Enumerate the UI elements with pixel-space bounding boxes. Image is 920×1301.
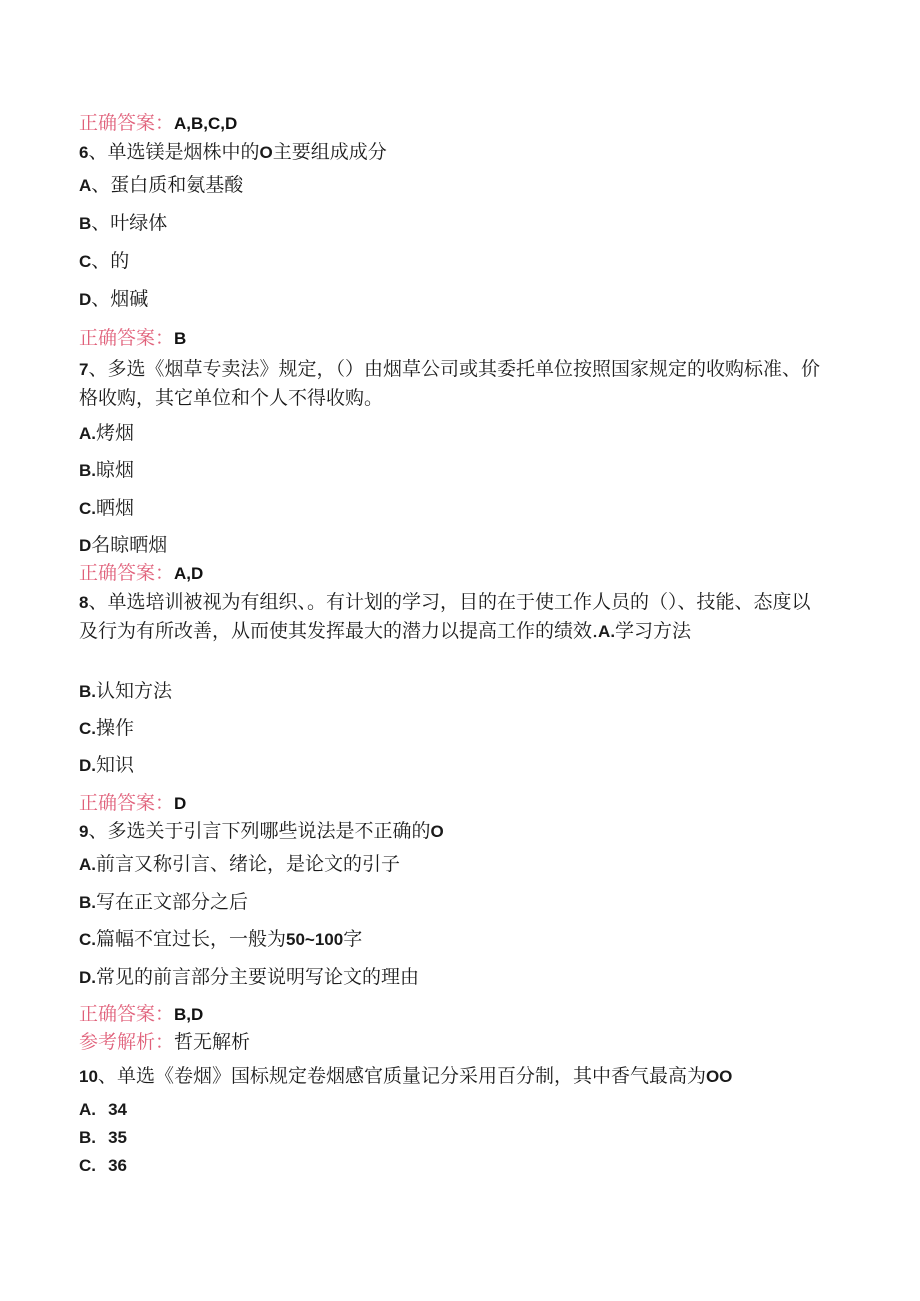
q6-option-d bbox=[79, 288, 148, 311]
option-text: 35 bbox=[108, 1128, 128, 1147]
q6-answer bbox=[79, 327, 186, 350]
option-key: D. bbox=[79, 968, 96, 987]
option-text: 知识 bbox=[96, 754, 135, 776]
option-key: A. bbox=[598, 622, 616, 641]
answer-value: D bbox=[174, 794, 187, 813]
option-key: C. bbox=[79, 499, 96, 518]
q7-stem bbox=[79, 355, 829, 413]
question-blank: OO bbox=[705, 1067, 733, 1086]
option-key: C. bbox=[79, 719, 96, 738]
question-text-end: 主要组成成分 bbox=[272, 141, 387, 163]
question-text: 单选镁是烟株中的 bbox=[107, 141, 260, 163]
q8-option-d bbox=[79, 754, 134, 777]
q9-option-d bbox=[79, 966, 419, 989]
question-blank: O bbox=[259, 143, 273, 162]
answer-value: B bbox=[174, 329, 187, 348]
option-key: D bbox=[79, 536, 92, 555]
option-key: A bbox=[79, 176, 92, 195]
option-text: 34 bbox=[108, 1100, 128, 1119]
q7-answer bbox=[79, 562, 203, 585]
q10-option-a bbox=[79, 1098, 127, 1121]
option-text-end: 字 bbox=[343, 928, 363, 950]
q7-option-b bbox=[79, 459, 134, 482]
q10-option-c bbox=[79, 1154, 127, 1177]
option-key: B. bbox=[79, 1128, 96, 1147]
q9-option-a bbox=[79, 853, 400, 876]
answer-label: 正确答案： bbox=[79, 562, 175, 584]
option-key: C. bbox=[79, 1156, 96, 1175]
option-key: A. bbox=[79, 1100, 96, 1119]
question-text: 多选《烟草专卖法》规定，（）由烟草公司或其委托单位按照国家规定的收购标准、价格收购，其它单位和个人不得收购。 bbox=[79, 358, 820, 409]
option-text: 常见的前言部分主要说明写论文的理由 bbox=[96, 966, 420, 988]
option-key: B bbox=[79, 214, 92, 233]
question-text: 多选关于引言下列哪些说法是不正确的 bbox=[107, 820, 431, 842]
option-key: D bbox=[79, 290, 92, 309]
option-sep: 、 bbox=[91, 288, 111, 310]
option-text: 叶绿体 bbox=[110, 212, 168, 234]
option-key: C bbox=[79, 252, 92, 271]
question-number: 6 bbox=[79, 143, 89, 162]
option-key: A. bbox=[79, 424, 96, 443]
answer-label: 正确答案： bbox=[79, 112, 175, 134]
option-text: 烤烟 bbox=[96, 422, 135, 444]
question-sep: 、 bbox=[88, 591, 108, 613]
option-key: D. bbox=[79, 756, 96, 775]
q8-option-c bbox=[79, 717, 134, 740]
q9-answer bbox=[79, 1003, 203, 1026]
option-text: 前言又称引言、绪论，是论文的引子 bbox=[96, 853, 401, 875]
answer-value: A,B,C,D bbox=[174, 114, 238, 133]
option-text: 蛋白质和氨基酸 bbox=[110, 174, 244, 196]
option-sep: 、 bbox=[91, 174, 111, 196]
option-text: 晾烟 bbox=[96, 459, 135, 481]
option-sep: 、 bbox=[91, 212, 111, 234]
question-sep: 、 bbox=[88, 358, 108, 380]
option-text: 晒烟 bbox=[96, 497, 135, 519]
option-key: B. bbox=[79, 682, 96, 701]
q9-option-c bbox=[79, 928, 362, 951]
analysis-value: 哲无解析 bbox=[174, 1031, 251, 1053]
question-number: 9 bbox=[79, 822, 89, 841]
q9-stem bbox=[79, 820, 444, 843]
question-sep: 、 bbox=[88, 820, 108, 842]
option-key: C. bbox=[79, 930, 96, 949]
q6-stem bbox=[79, 141, 387, 164]
option-key: B. bbox=[79, 461, 96, 480]
q7-option-a bbox=[79, 422, 134, 445]
answer-value: B,D bbox=[174, 1005, 204, 1024]
option-sep: 、 bbox=[91, 250, 111, 272]
option-text: 的 bbox=[110, 250, 130, 272]
q6-option-c bbox=[79, 250, 129, 273]
q6-option-a bbox=[79, 174, 243, 197]
option-number: 50~100 bbox=[286, 930, 344, 949]
q8-option-b bbox=[79, 680, 172, 703]
option-text: 写在正文部分之后 bbox=[96, 891, 249, 913]
q7-option-c bbox=[79, 497, 134, 520]
question-sep: 、 bbox=[88, 141, 108, 163]
q6-option-b bbox=[79, 212, 167, 235]
answer-label: 正确答案： bbox=[79, 1003, 175, 1025]
question-number: 7 bbox=[79, 360, 89, 379]
q9-analysis bbox=[79, 1031, 250, 1053]
question-text: 单选《卷烟》国标规定卷烟感官质量记分采用百分制，其中香气最高为 bbox=[116, 1065, 706, 1087]
question-blank: O bbox=[430, 822, 444, 841]
option-text: 烟碱 bbox=[110, 288, 149, 310]
q8-answer bbox=[79, 792, 186, 815]
option-text: 名晾晒烟 bbox=[91, 534, 168, 556]
option-text: 认知方法 bbox=[96, 680, 173, 702]
option-text: 学习方法 bbox=[615, 620, 692, 642]
answer-label: 正确答案： bbox=[79, 327, 175, 349]
option-key: A. bbox=[79, 855, 96, 874]
question-sep: 、 bbox=[97, 1065, 117, 1087]
answer-label: 正确答案： bbox=[79, 792, 175, 814]
option-text: 操作 bbox=[96, 717, 135, 739]
analysis-label: 参考解析： bbox=[79, 1031, 175, 1053]
option-key: B. bbox=[79, 893, 96, 912]
q7-option-d bbox=[79, 534, 167, 557]
q10-option-b bbox=[79, 1126, 127, 1149]
q10-stem bbox=[79, 1065, 732, 1088]
option-text: 36 bbox=[108, 1156, 128, 1175]
option-text: 篇幅不宜过长，一般为 bbox=[96, 928, 287, 950]
answer-value: A,D bbox=[174, 564, 204, 583]
question-number: 10 bbox=[79, 1067, 98, 1086]
question-number: 8 bbox=[79, 593, 89, 612]
q5-answer bbox=[79, 112, 237, 135]
q8-stem bbox=[79, 588, 829, 646]
q9-option-b bbox=[79, 891, 248, 914]
question-text: 单选培训被视为有组织、。有计划的学习，目的在于使工作人员的（）、技能、态度以及行为有所改善，从而使其发挥最大的潜力以提高工作的绩效. bbox=[79, 591, 811, 642]
